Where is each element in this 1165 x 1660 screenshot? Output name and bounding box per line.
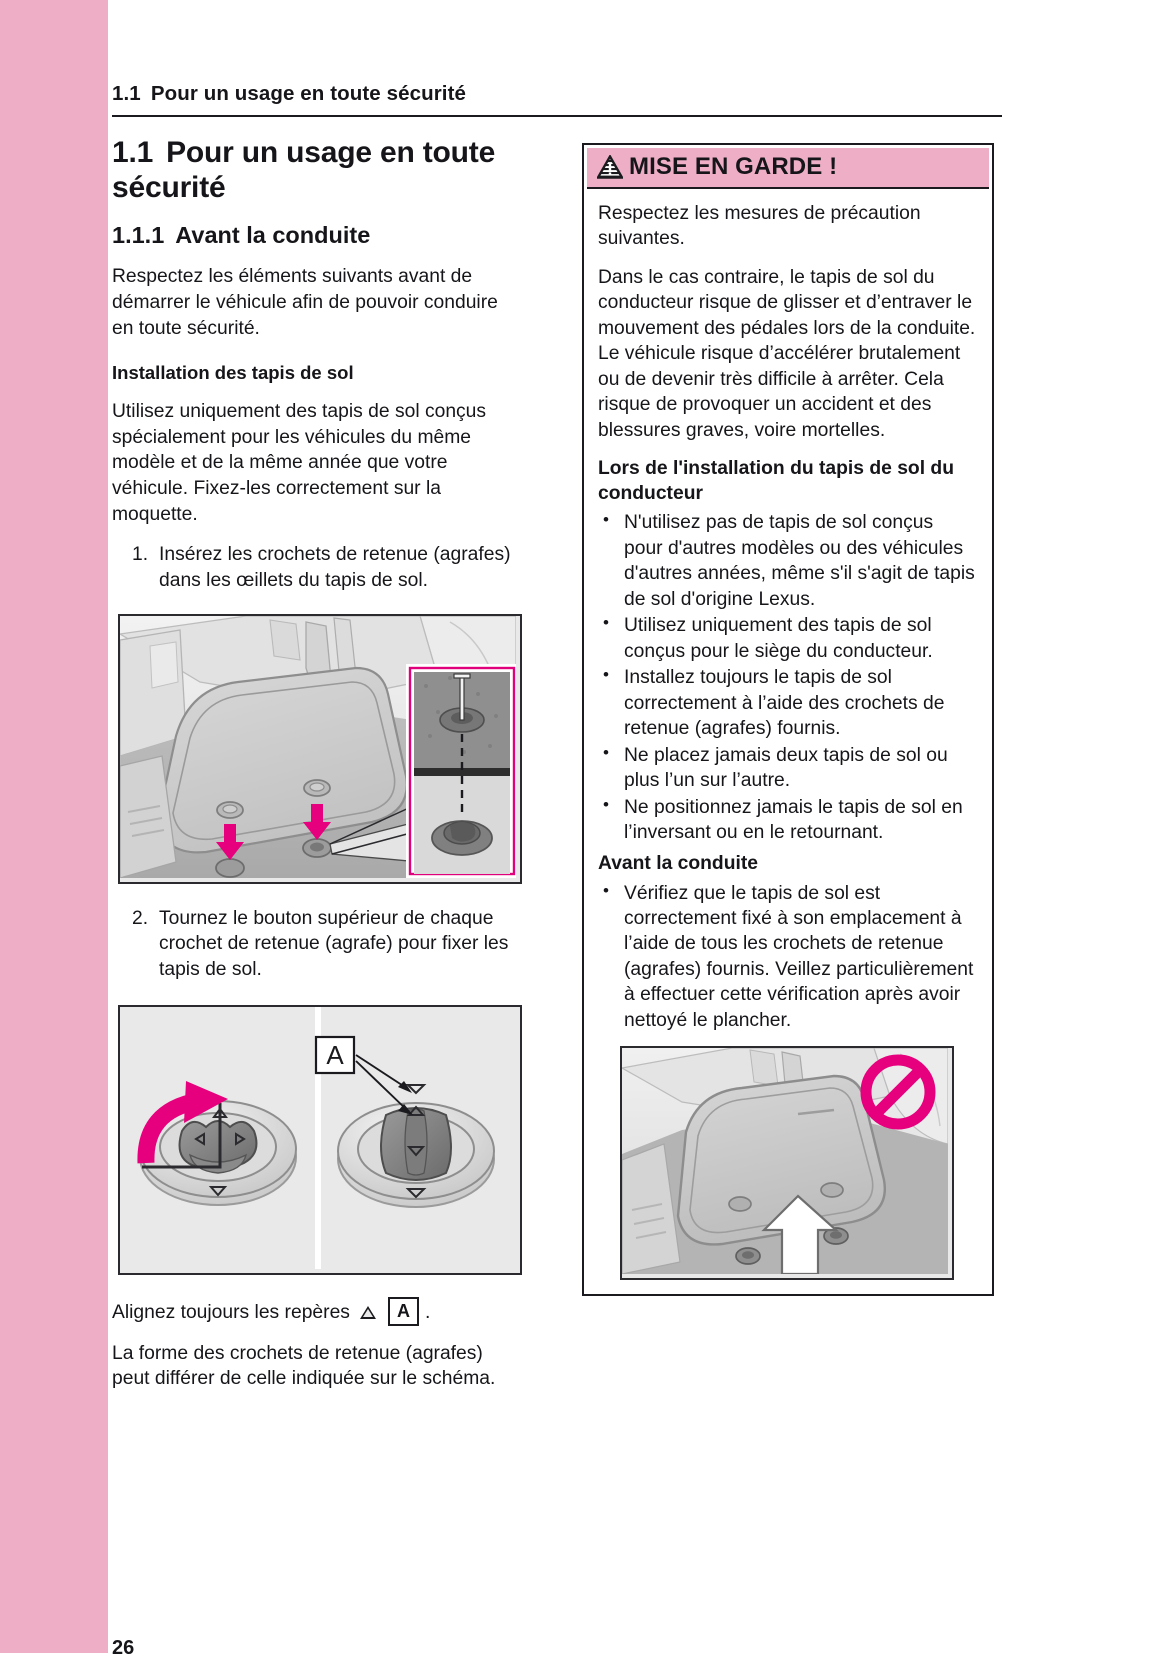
retention-hook-knob-illustration — [120, 1007, 516, 1269]
list-item: • Installez toujours le tapis de sol correctement à l’aide des crochets de retenue (agrafes) fournis. — [598, 665, 977, 741]
body-paragraph: Utilisez uniquement des tapis de sol conçus spécialement pour les véhicules du même modèle et de la même année que votre véhicule. Fixez-les correctement sur la moquette. — [112, 401, 487, 525]
step-text: Tournez le bouton supérieur de chaque crochet de retenue (agrafe) pour fixer les tapis de sol. — [159, 907, 509, 980]
page-edge-color-bar — [0, 0, 108, 1653]
warning-callout-box — [582, 143, 994, 1296]
callout-label-a: A — [326, 1039, 344, 1070]
warning-body — [584, 189, 992, 1294]
run-in-heading: Installation des tapis de sol — [112, 362, 354, 384]
align-caption-prefix: Alignez toujours les repères — [112, 1301, 350, 1323]
page-title — [112, 135, 522, 205]
warning-bullet-list — [598, 510, 977, 845]
intro-paragraph: Respectez les éléments suivants avant de démarrer le véhicule afin de pouvoir conduire en toute sécurité. — [112, 266, 498, 339]
procedure-step-list-2 — [112, 906, 522, 983]
list-item: • Ne placez jamais deux tapis de sol ou plus l’un sur l’autre. — [598, 743, 977, 794]
detail-inset-panel — [406, 664, 516, 878]
shape-note-caption: La forme des crochets de retenue (agrafes) peut différer de celle indiquée sur le schéma. — [112, 1342, 496, 1390]
incorrect-floor-mat-figure — [620, 1046, 954, 1280]
section-title: Pour un usage en toute sécurité — [112, 136, 496, 205]
running-head-number: 1.1 — [112, 82, 141, 105]
list-item — [112, 906, 522, 983]
page-number: 26 — [112, 1637, 135, 1659]
list-item: • Utilisez uniquement des tapis de sol conçus pour le siège du conducteur. — [598, 613, 977, 664]
step-marker: 1. — [132, 544, 149, 566]
subsection-number: 1.1.1 — [112, 222, 165, 249]
warning-title: MISE EN GARDE ! — [629, 153, 838, 180]
floor-mat-hook-eyelet-illustration — [120, 616, 516, 878]
warning-triangle-icon — [597, 155, 623, 179]
procedure-step-list-1 — [112, 542, 522, 593]
list-item: • N'utilisez pas de tapis de sol conçus pour d'autres modèles ou des véhicules d'autres années, même s'il s'agit de tapis de sol d'origine Lexus. — [598, 510, 977, 612]
step-marker: 2. — [132, 907, 149, 929]
align-marks-caption — [112, 1297, 522, 1326]
warning-paragraph: Respectez les mesures de précaution suivantes. — [598, 203, 921, 250]
right-column — [582, 143, 994, 1296]
list-item: • Vérifiez que le tapis de sol est correctement fixé à son emplacement à l’aide de tous les crochets de retenue (agrafes) fournis. Veillez particulièrement à effectuer cette vérification après avoir nettoyé le plancher. — [598, 881, 977, 1034]
incorrect-floor-mat-illustration — [622, 1048, 948, 1274]
align-caption-suffix: . — [424, 1301, 431, 1323]
list-item — [112, 542, 522, 593]
floor-mat-hook-eyelet-figure — [118, 614, 522, 884]
running-head — [112, 82, 1002, 117]
running-head-text: Pour un usage en toute sécurité — [150, 82, 467, 105]
subsection-title: Avant la conduite — [175, 222, 371, 249]
warning-paragraph: Dans le cas contraire, le tapis de sol du conducteur risque de glisser et d’entraver le mouvement des pédales lors de la conduite. Le véhicule risque d’accélérer brutalement ou de devenir très difficile à arrêter. Cela risque de provoquer un accident et des blessures graves, voire mortelles. — [598, 266, 976, 441]
list-item: • Ne positionnez jamais le tapis de sol en l’inversant ou en le retournant. — [598, 795, 977, 846]
step-text: Insérez les crochets de retenue (agrafes) dans les œillets du tapis de sol. — [159, 544, 511, 591]
warning-bullet-list — [598, 881, 977, 1034]
warning-header — [587, 148, 989, 189]
warning-group-heading: Lors de l'installation du tapis de sol du conducteur — [598, 458, 954, 505]
page-body — [112, 0, 1165, 1659]
section-number: 1.1 — [112, 136, 154, 169]
triangle-mark-icon — [360, 1306, 376, 1319]
left-column — [112, 135, 522, 1659]
retention-hook-knob-figure — [118, 1005, 522, 1275]
mark-label-a: A — [388, 1297, 419, 1326]
warning-group-heading: Avant la conduite — [598, 853, 758, 875]
subsection-heading — [112, 221, 522, 249]
